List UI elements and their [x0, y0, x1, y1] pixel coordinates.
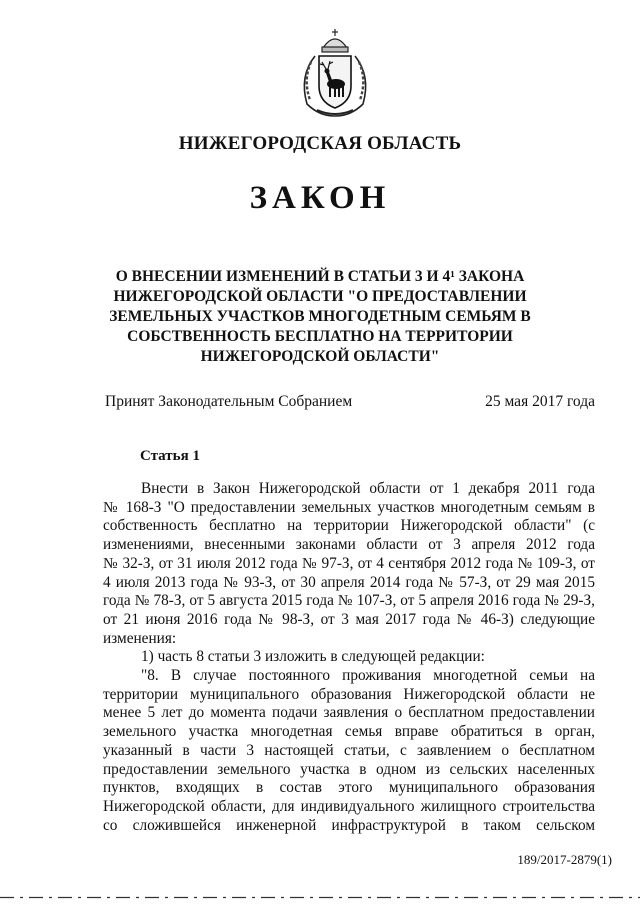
body-line: Нижегородской области, для индивидуального жилищного строительства [103, 797, 595, 815]
body-line: № 32-З, от 31 июля 2012 года № 97-З, от 4 сентября 2012 года № 109-З, от [103, 554, 595, 572]
region-name: НИЖЕГОРОДСКАЯ ОБЛАСТЬ [178, 133, 462, 154]
body-line: менее 5 лет до момента подачи заявления о бесплатном предоставлении [103, 704, 595, 722]
document-type: ЗАКОН [249, 180, 391, 216]
body-line: предоставлении земельного участка в одном из сельских населенных [103, 760, 595, 778]
body-line: № 168-З "О предоставлении земельных участков многодетным семьям в [103, 498, 595, 516]
document-number: 189/2017-2879(1) [517, 852, 612, 867]
coat-of-arms-emblem [293, 26, 377, 118]
body-line: "8. В случае постоянного проживания многодетной семьи на [141, 667, 595, 685]
body-line: года № 78-З, от 5 августа 2015 года № 107-З, от 5 апреля 2016 года № 29-З, [103, 592, 595, 610]
body-line: 1) часть 8 статьи 3 изложить в следующей редакции: [141, 648, 485, 666]
title-line: НИЖЕГОРОДСКОЙ ОБЛАСТИ" [200, 348, 440, 365]
title-line: О ВНЕСЕНИИ ИЗМЕНЕНИЙ В СТАТЬИ 3 И 4¹ ЗАКОНА [115, 268, 525, 285]
body-line: указанный в части 3 настоящей статьи, с заявлением о бесплатном [103, 741, 595, 759]
title-line: ЗЕМЕЛЬНЫХ УЧАСТКОВ МНОГОДЕТНЫМ СЕМЬЯМ В [109, 308, 531, 325]
title-line: СОБСТВЕННОСТЬ БЕСПЛАТНО НА ТЕРРИТОРИИ [127, 328, 513, 345]
body-line: Внести в Закон Нижегородской области от 1 декабря 2011 года [141, 480, 595, 497]
body-line: пунктов, входящих в состав этого муниципального образования [103, 779, 595, 797]
adoption-date: 25 мая 2017 года [485, 393, 595, 410]
body-line: со сложившейся инженерной инфраструктурой в таком сельском [103, 816, 595, 834]
title-line: НИЖЕГОРОДСКОЙ ОБЛАСТИ "О ПРЕДОСТАВЛЕНИИ [113, 288, 527, 305]
body-line: от 21 июня 2016 года № 98-З, от 3 мая 2017 года № 46-З) следующие [103, 610, 595, 628]
article-heading: Статья 1 [140, 448, 200, 464]
body-line: территории муниципального образования Нижегородской области не [103, 685, 595, 703]
body-line: изменения: [103, 629, 177, 647]
body-line: земельного участка многодетная семья вправе обратиться в орган, [103, 723, 595, 741]
adoption-line [105, 393, 595, 411]
body-line: собственность бесплатно на территории Нижегородской области" (с [103, 517, 595, 535]
adoption-text: Принят Законодательным Собранием [105, 393, 353, 410]
body-line: 4 июля 2013 года № 93-З, от 30 апреля 2014 года № 57-З, от 29 мая 2015 [103, 573, 595, 591]
scan-edge-divider [0, 896, 640, 899]
law-title [70, 267, 570, 367]
body-line: изменениями, внесенными законами области от 3 апреля 2012 года [103, 536, 595, 554]
article-body [103, 480, 595, 835]
